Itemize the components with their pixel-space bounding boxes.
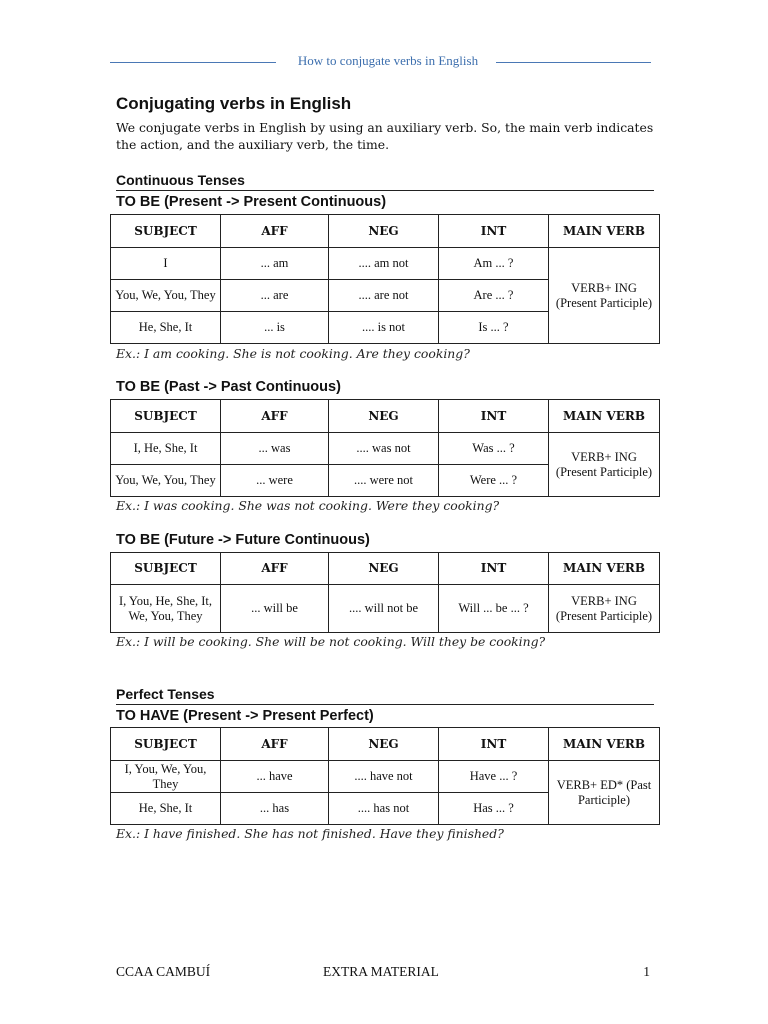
section-title-perfect: Perfect Tenses [116,686,654,705]
table-title-past-continuous: TO BE (Past -> Past Continuous) [116,379,341,395]
table-row [111,248,660,280]
table-future-continuous [110,552,660,633]
col-main-verb: MAIN VERB [549,728,660,761]
cell-neg: .... are not [329,280,439,312]
col-aff: AFF [221,728,329,761]
col-neg: NEG [329,728,439,761]
cell-aff: ... are [221,280,329,312]
cell-subject: You, We, You, They [111,465,221,497]
col-subject: SUBJECT [111,400,221,433]
footer-school: CCAA CAMBUÍ [116,964,211,979]
example-future-continuous: Ex.: I will be cooking. She will be not cooking. Will they be cooking? [116,634,546,649]
cell-neg: .... will not be [329,585,439,633]
col-subject: SUBJECT [111,215,221,248]
table-title-present-perfect: TO HAVE (Present -> Present Perfect) [116,708,374,724]
table-title-present-continuous: TO BE (Present -> Present Continuous) [116,194,387,210]
col-main-verb: MAIN VERB [549,215,660,248]
cell-int: Were ... ? [439,465,549,497]
cell-subject: He, She, It [111,312,221,344]
col-int: INT [439,728,549,761]
cell-aff: ... has [221,793,329,825]
col-main-verb: MAIN VERB [549,553,660,585]
cell-main-verb: VERB+ ING (Present Participle) [549,248,660,344]
cell-neg: .... was not [329,433,439,465]
col-int: INT [439,553,549,585]
table-present-perfect [110,727,660,825]
col-aff: AFF [221,553,329,585]
cell-aff: ... was [221,433,329,465]
section-title-continuous: Continuous Tenses [116,172,654,191]
col-neg: NEG [329,400,439,433]
footer-label: EXTRA MATERIAL [323,964,439,979]
cell-aff: ... am [221,248,329,280]
cell-subject: I, You, We, You, They [111,761,221,793]
header-title: How to conjugate verbs in English [297,53,479,68]
col-int: INT [439,400,549,433]
table-header-row [111,728,660,761]
table-header-row [111,215,660,248]
example-present-continuous: Ex.: I am cooking. She is not cooking. Are they cooking? [116,346,470,361]
table-row [111,761,660,793]
cell-int: Am ... ? [439,248,549,280]
cell-aff: ... is [221,312,329,344]
intro-paragraph: We conjugate verbs in English by using an auxiliary verb. So, the main verb indicates the action, and the auxiliary verb, the time. [116,120,654,152]
cell-int: Is ... ? [439,312,549,344]
page-header [110,52,651,72]
cell-int: Are ... ? [439,280,549,312]
cell-main-verb: VERB+ ING (Present Participle) [549,585,660,633]
table-row [111,585,660,633]
col-aff: AFF [221,215,329,248]
cell-aff: ... have [221,761,329,793]
col-subject: SUBJECT [111,728,221,761]
table-present-continuous [110,214,660,344]
example-present-perfect: Ex.: I have finished. She has not finished. Have they finished? [116,826,504,841]
cell-aff: ... were [221,465,329,497]
col-neg: NEG [329,215,439,248]
cell-subject: He, She, It [111,793,221,825]
header-rule-right [496,62,651,63]
cell-int: Will ... be ... ? [439,585,549,633]
cell-neg: .... have not [329,761,439,793]
table-title-future-continuous: TO BE (Future -> Future Continuous) [116,532,370,548]
table-past-continuous [110,399,660,497]
cell-neg: .... were not [329,465,439,497]
cell-main-verb: VERB+ ED* (Past Participle) [549,761,660,825]
cell-main-verb: VERB+ ING (Present Participle) [549,433,660,497]
table-header-row [111,400,660,433]
col-main-verb: MAIN VERB [549,400,660,433]
cell-neg: .... has not [329,793,439,825]
col-int: INT [439,215,549,248]
cell-int: Have ... ? [439,761,549,793]
table-row [111,433,660,465]
page-title: Conjugating verbs in English [116,94,352,113]
cell-int: Was ... ? [439,433,549,465]
cell-subject: I [111,248,221,280]
col-neg: NEG [329,553,439,585]
example-past-continuous: Ex.: I was cooking. She was not cooking. Were they cooking? [116,498,500,513]
cell-neg: .... is not [329,312,439,344]
cell-aff: ... will be [221,585,329,633]
col-subject: SUBJECT [111,553,221,585]
header-rule-left [110,62,276,63]
col-aff: AFF [221,400,329,433]
cell-int: Has ... ? [439,793,549,825]
cell-subject: I, He, She, It [111,433,221,465]
table-header-row [111,553,660,585]
cell-subject: I, You, He, She, It, We, You, They [111,585,221,633]
page-number: 1 [643,964,650,979]
cell-neg: .... am not [329,248,439,280]
cell-subject: You, We, You, They [111,280,221,312]
